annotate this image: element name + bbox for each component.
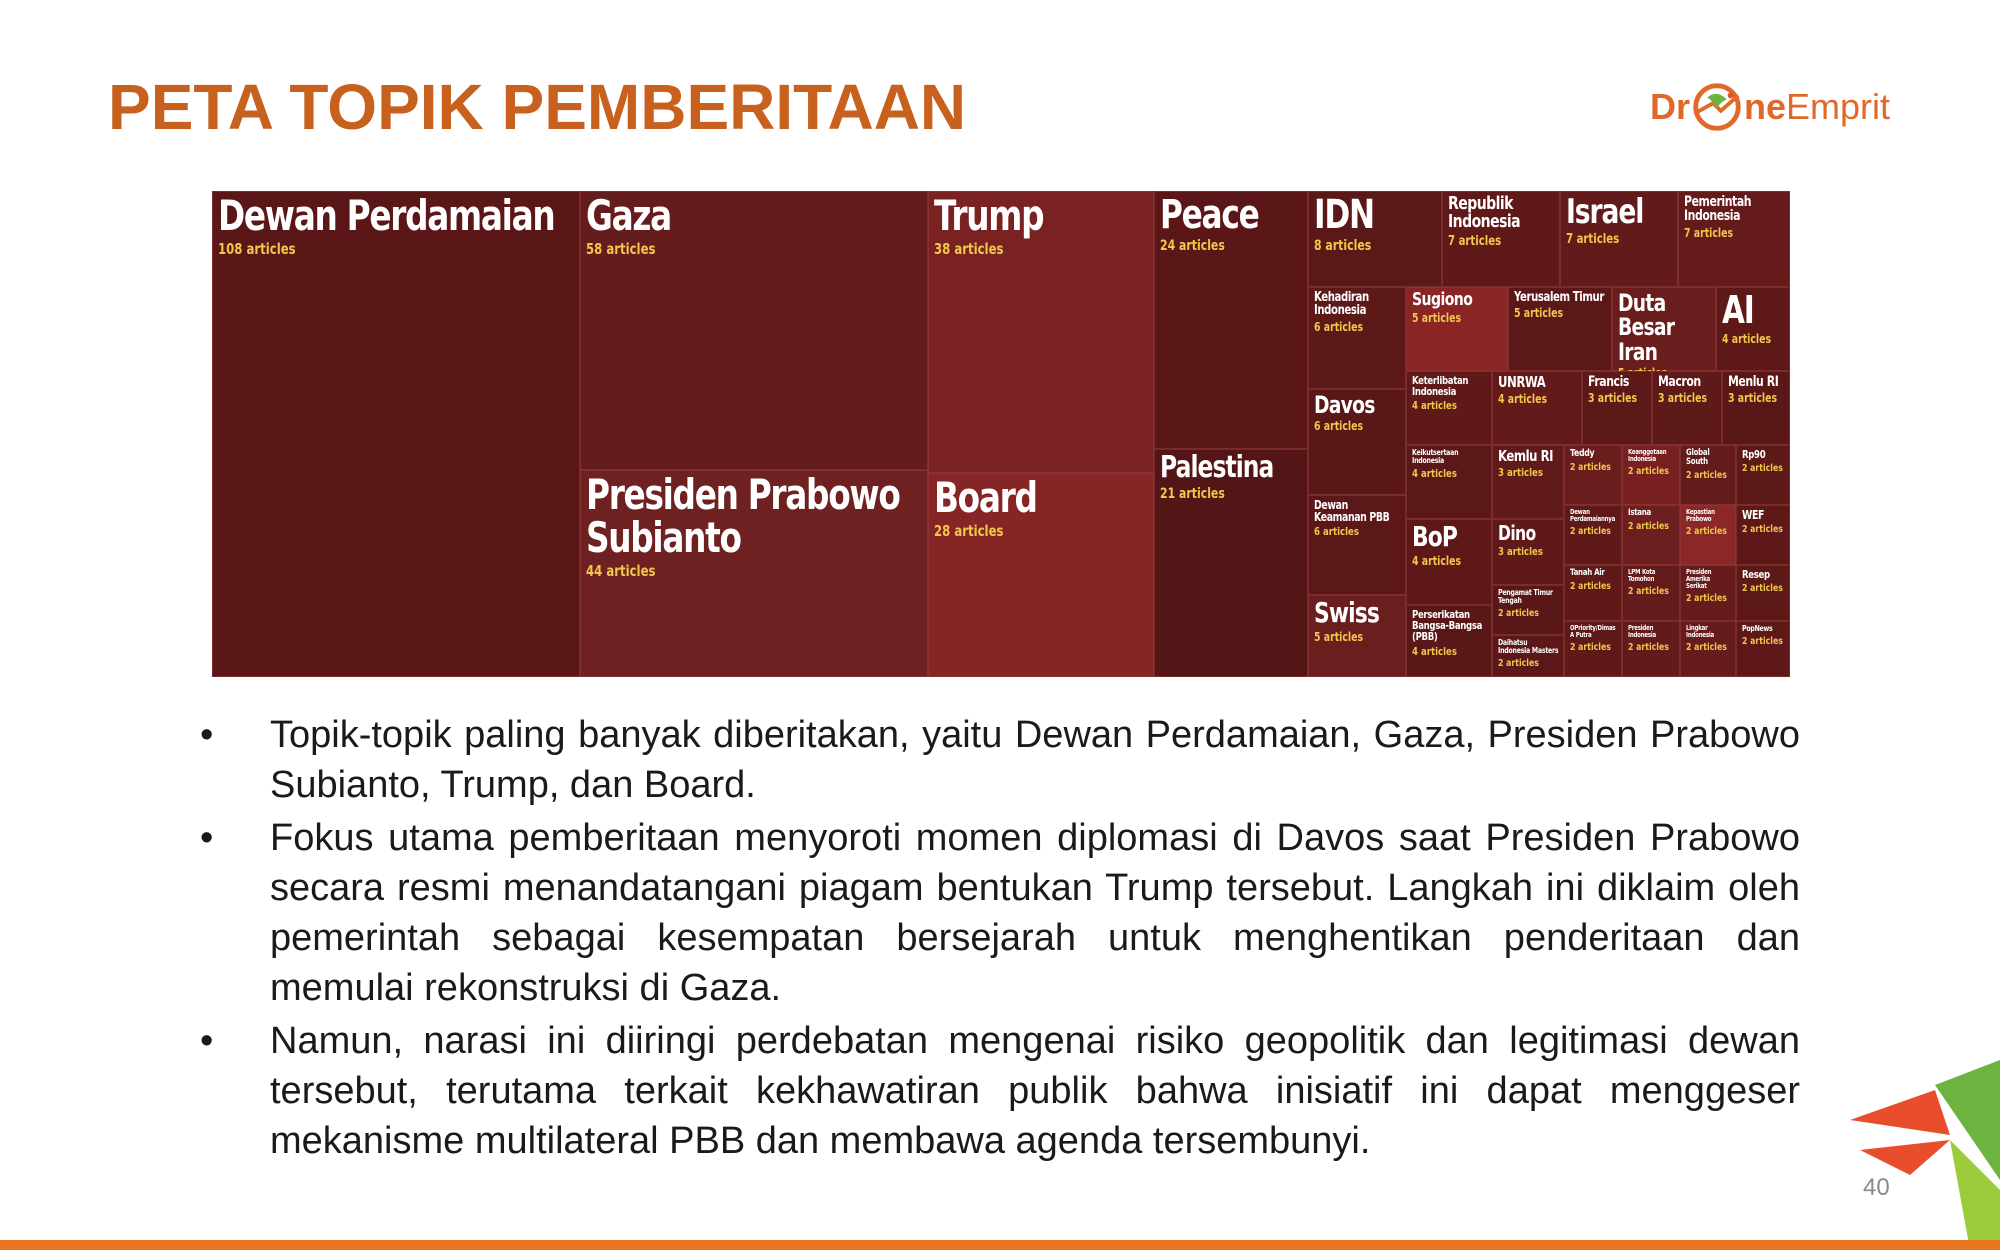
treemap-cell-label: Kepastian Prabowo [1686, 508, 1715, 524]
treemap-cell-count: 28 articles [934, 521, 1004, 540]
treemap-cell-count: 6 articles [1314, 525, 1359, 539]
treemap-cell [1736, 621, 1790, 677]
treemap-cell-count: 8 articles [1314, 237, 1372, 254]
slide-title: PETA TOPIK PEMBERITAAN [108, 71, 967, 143]
bullet-item [200, 710, 1800, 810]
treemap-cell-count: 3 articles [1658, 391, 1708, 406]
treemap-cell-count: 3 articles [1498, 466, 1543, 480]
logo-text-part-a: Dr [1650, 86, 1691, 127]
treemap-cell [1492, 371, 1582, 445]
treemap-cell [1308, 495, 1406, 595]
treemap-cell-label: Pemerintah Indonesia [1684, 194, 1752, 225]
treemap-cell [1406, 371, 1492, 445]
treemap-cell-count: 2 articles [1686, 642, 1727, 654]
treemap-cell-label: Republik Indonesia [1448, 193, 1521, 233]
treemap-cell [212, 191, 580, 677]
treemap-cell [1722, 371, 1790, 445]
treemap-cell-label: Macron [1658, 374, 1701, 390]
treemap-cell-label: Gaza [586, 191, 671, 240]
treemap-cell-label: Board [934, 473, 1037, 522]
treemap-cell [1736, 445, 1790, 505]
treemap-cell-count: 2 articles [1570, 642, 1611, 654]
treemap-cell-count: 6 articles [1314, 419, 1364, 434]
treemap-cell-count: 2 articles [1628, 586, 1669, 598]
treemap-cell-label: Dewan Keamanan PBB [1314, 498, 1390, 525]
treemap-cell-label: Lingkar Indonesia [1686, 624, 1715, 640]
treemap-cell-label: Swiss [1314, 596, 1380, 629]
treemap-cell-label: Sugiono [1412, 289, 1473, 310]
treemap-cell-count: 7 articles [1448, 233, 1502, 249]
treemap-cell-count: 3 articles [1588, 391, 1638, 406]
treemap-cell-count: 38 articles [934, 239, 1004, 258]
bullet-marker: • [200, 817, 214, 859]
treemap-cell [1406, 605, 1492, 677]
treemap-cell [1508, 287, 1612, 371]
treemap-cell-label: Menlu RI [1728, 374, 1779, 390]
treemap-cell [1564, 445, 1622, 505]
treemap-cell [1492, 445, 1564, 519]
treemap-cell-count: 24 articles [1160, 237, 1225, 254]
bullet-list [200, 710, 1800, 1169]
treemap-cell-label: Rp90 [1742, 448, 1766, 461]
treemap-cell [1564, 505, 1622, 565]
treemap-cell [1492, 585, 1564, 635]
treemap-cell [1564, 621, 1622, 677]
treemap-cell-label: UNRWA [1498, 373, 1546, 391]
treemap-cell-label: Trump [934, 191, 1044, 240]
treemap-cell-count: 3 articles [1498, 545, 1543, 559]
treemap-cell-label: WEF [1742, 508, 1764, 522]
treemap-cell-count: 3 articles [1728, 391, 1778, 406]
treemap-cell-label: Global South [1686, 448, 1710, 468]
treemap-cell-label: BoP [1412, 520, 1458, 553]
corner-decoration-icon [1840, 1040, 2000, 1250]
treemap-cell-count: 2 articles [1686, 593, 1727, 605]
treemap-cell-label: AI [1722, 288, 1754, 332]
treemap-cell-count: 2 articles [1570, 581, 1611, 593]
treemap-cell-label: Presiden Indonesia [1628, 624, 1657, 640]
treemap-cell [1652, 371, 1722, 445]
treemap-cell-label: Kehadiran Indonesia [1314, 290, 1369, 319]
treemap-cell-label: Istana [1628, 508, 1651, 518]
treemap-cell-count: 5 articles [1314, 629, 1364, 644]
bullet-text: Topik-topik paling banyak diberitakan, yaitu Dewan Perdamaian, Gaza, Presiden Prabowo Subianto, Trump, dan Board. [270, 714, 1800, 806]
bullet-text: Namun, narasi ini diiringi perdebatan mengenai risiko geopolitik dan legitimasi dewan tersebut, terutama terkait kekhawatiran publik bahwa inisiatif ini dapat menggeser mekanisme multilateral PBB dan membawa agenda tersembunyi. [270, 1020, 1800, 1162]
treemap-cell [1678, 191, 1790, 287]
treemap-cell [1622, 621, 1680, 677]
bullet-item [200, 1016, 1800, 1166]
treemap-cell-label: Israel [1566, 192, 1644, 232]
treemap-cell-label: Yerusalem Timur [1514, 290, 1604, 305]
treemap-cell-label: IDN [1314, 192, 1374, 238]
treemap-cell-label: Daihatsu Indonesia Masters [1498, 638, 1559, 656]
treemap-cell [1680, 505, 1736, 565]
treemap-cell [1308, 287, 1406, 389]
treemap-cell-label: PopNews [1742, 624, 1773, 633]
logo-text-part-b: ne [1744, 86, 1787, 127]
treemap-cell-count: 2 articles [1628, 466, 1669, 478]
treemap-cell-count: 2 articles [1628, 642, 1669, 654]
treemap-cell-label: Presiden Amerika Serikat [1686, 568, 1712, 591]
treemap-cell [1308, 191, 1442, 287]
treemap-cell-count: 44 articles [586, 561, 656, 580]
treemap-cell-label: Resep [1742, 568, 1770, 581]
bullet-text: Fokus utama pemberitaan menyoroti momen diplomasi di Davos saat Presiden Prabowo secara resmi menandatangani piagam bentukan Trump tersebut. Langkah ini diklaim oleh pemerintah sebagai kesempatan bersejarah untuk menghentikan penderitaan dan memulai rekonstruksi di Gaza. [270, 817, 1800, 1009]
treemap-cell [1308, 389, 1406, 495]
treemap-cell-label: Peace [1160, 192, 1259, 238]
treemap-cell-count: 4 articles [1498, 392, 1548, 407]
treemap-cell-count: 21 articles [1160, 485, 1225, 502]
treemap-cell [1308, 595, 1406, 677]
treemap-cell [1680, 445, 1736, 505]
treemap-cell-count: 2 articles [1742, 463, 1783, 475]
treemap-cell-label: Palestina [1160, 450, 1274, 485]
treemap-cell-label: Teddy [1570, 448, 1595, 459]
treemap-cell-count: 2 articles [1742, 583, 1783, 595]
treemap-cell [1154, 191, 1308, 449]
treemap-cell [1622, 505, 1680, 565]
treemap-cell-label: Keikutsertaan Indonesia [1412, 448, 1459, 466]
treemap-cell-count: 108 articles [218, 239, 296, 258]
treemap-cell-count: 4 articles [1412, 644, 1457, 658]
treemap-cell [1564, 565, 1622, 621]
treemap-cell-label: OPriority/Dimas A Putra [1570, 624, 1616, 640]
treemap-cell [928, 473, 1154, 677]
treemap-cell-count: 2 articles [1742, 524, 1783, 536]
treemap-cell [1582, 371, 1652, 445]
treemap-cell [1680, 565, 1736, 621]
treemap-cell-count: 4 articles [1412, 399, 1457, 413]
treemap-cell-count: 4 articles [1722, 331, 1772, 346]
treemap-cell-count: 5 articles [1514, 306, 1564, 321]
treemap-cell-label: Pengamat Timur Tengah [1498, 588, 1553, 606]
treemap-cell [1622, 565, 1680, 621]
footer-bar [0, 1240, 2000, 1250]
treemap-cell-count: 4 articles [1412, 553, 1462, 568]
drone-emprit-logo [1650, 72, 1890, 142]
treemap-cell-count: 5 articles [1412, 311, 1462, 326]
treemap-cell-label: Davos [1314, 391, 1375, 419]
treemap-cell-label: Duta Besar Iran [1618, 289, 1675, 366]
topic-treemap [212, 191, 1790, 677]
treemap-cell-count: 7 articles [1684, 225, 1734, 240]
treemap-cell [1406, 287, 1508, 371]
treemap-cell [1680, 621, 1736, 677]
treemap-cell [1492, 635, 1564, 677]
treemap-cell-label: Keanggotaan Indonesia [1628, 448, 1667, 464]
treemap-cell [1736, 565, 1790, 621]
treemap-cell [580, 191, 928, 470]
treemap-cell-count: 2 articles [1498, 658, 1539, 670]
treemap-cell [1560, 191, 1678, 287]
treemap-cell [1406, 519, 1492, 605]
treemap-cell-count: 58 articles [586, 239, 656, 258]
bullet-item [200, 813, 1800, 1013]
treemap-cell-count: 2 articles [1498, 608, 1539, 620]
treemap-cell-label: Francis [1588, 374, 1629, 390]
treemap-cell-count: 2 articles [1686, 470, 1727, 482]
treemap-cell-label: Presiden Prabowo Subianto [586, 470, 900, 562]
treemap-cell-count: 2 articles [1742, 636, 1783, 648]
bullet-marker: • [200, 1020, 214, 1062]
bullet-marker: • [200, 714, 214, 756]
treemap-cell-label: Perserikatan Bangsa-Bangsa (PBB) [1412, 608, 1483, 644]
logo-text-part-c: Emprit [1786, 86, 1891, 127]
treemap-cell [1612, 287, 1716, 371]
treemap-cell [1622, 445, 1680, 505]
treemap-cell [1736, 505, 1790, 565]
page-number: 40 [1863, 1174, 1890, 1201]
treemap-cell-label: Kemlu RI [1498, 447, 1554, 465]
treemap-cell-label: Dewan Perdamaiannya [1570, 508, 1616, 524]
treemap-cell-count: 2 articles [1570, 462, 1611, 474]
treemap-cell-count: 7 articles [1566, 231, 1620, 247]
treemap-cell-label: Dewan Perdamaian [218, 191, 555, 240]
treemap-cell-label: Tanah Air [1570, 568, 1605, 578]
treemap-cell [1492, 519, 1564, 585]
treemap-cell [1442, 191, 1560, 287]
treemap-cell-label: LPM Kota Tomohon [1628, 568, 1656, 584]
treemap-cell-count: 6 articles [1314, 319, 1364, 334]
treemap-cell-count: 2 articles [1570, 526, 1611, 538]
treemap-cell [1716, 287, 1790, 371]
treemap-cell-count: 2 articles [1628, 521, 1669, 533]
treemap-cell-count: 4 articles [1412, 467, 1457, 481]
treemap-cell-label: Dino [1498, 521, 1536, 545]
drone-bird-icon [1688, 78, 1746, 136]
treemap-cell-count: 2 articles [1686, 526, 1727, 538]
treemap-cell-label: Keterlibatan Indonesia [1412, 374, 1469, 399]
treemap-cell [1154, 449, 1308, 677]
treemap-cell [1406, 445, 1492, 519]
treemap-cell [928, 191, 1154, 473]
treemap-cell [580, 470, 928, 677]
